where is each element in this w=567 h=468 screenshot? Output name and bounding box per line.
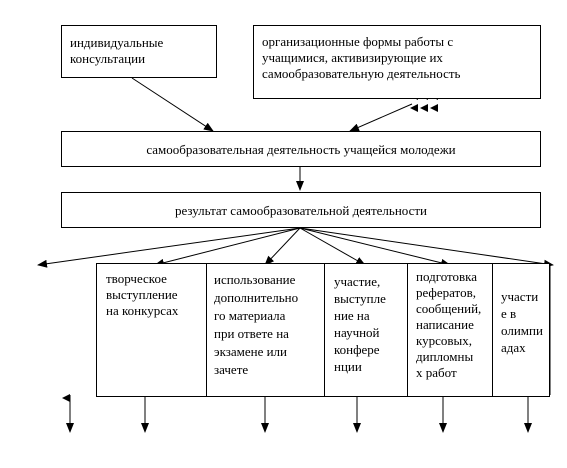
arrow-fan-left bbox=[38, 228, 300, 265]
outcome-box-contests bbox=[96, 263, 207, 397]
outcome-text-conference: участие, выступле ние на научной конфере нции bbox=[334, 274, 386, 374]
outcome-text-contests: творческое выступление на конкурсах bbox=[106, 271, 179, 318]
box-self-education-result bbox=[61, 192, 541, 228]
arrow-fan-3 bbox=[300, 228, 365, 265]
outcome-text-olympiads: участи е в олимпи адах bbox=[501, 289, 543, 355]
organizational-forms-text: организационные формы работы с учащимися, активизирующие их самообразовательную деятельность bbox=[262, 34, 461, 81]
arrow-individual-to-selfed bbox=[132, 78, 213, 131]
arrow-fan-1 bbox=[155, 228, 300, 265]
outcome-box-extra-material bbox=[206, 263, 325, 397]
outcome-box-conference bbox=[324, 263, 408, 397]
outcome-box-papers bbox=[407, 263, 493, 397]
box-self-education-activity bbox=[61, 131, 541, 167]
self-education-activity-text: самообразовательная деятельность учащейся молодежи bbox=[146, 142, 456, 157]
individual-consultations-text: индивидуальные консультации bbox=[70, 35, 164, 66]
self-education-result-text: результат самообразовательной деятельности bbox=[174, 203, 428, 218]
outcome-box-olympiads bbox=[492, 263, 550, 397]
outcome-text-extra-material: использование дополнительно го материала при ответе на экзамене или зачете bbox=[214, 272, 299, 377]
outcome-text-papers: подготовка рефератов, сообщений, написание курсовых, дипломны х работ bbox=[416, 269, 482, 380]
box-organizational-forms bbox=[253, 25, 541, 99]
bottom-left-hook-head bbox=[62, 394, 70, 402]
arrow-orgforms-to-selfed bbox=[350, 104, 412, 131]
arrow-fan-2 bbox=[265, 228, 300, 265]
box-individual-consultations bbox=[61, 25, 217, 78]
